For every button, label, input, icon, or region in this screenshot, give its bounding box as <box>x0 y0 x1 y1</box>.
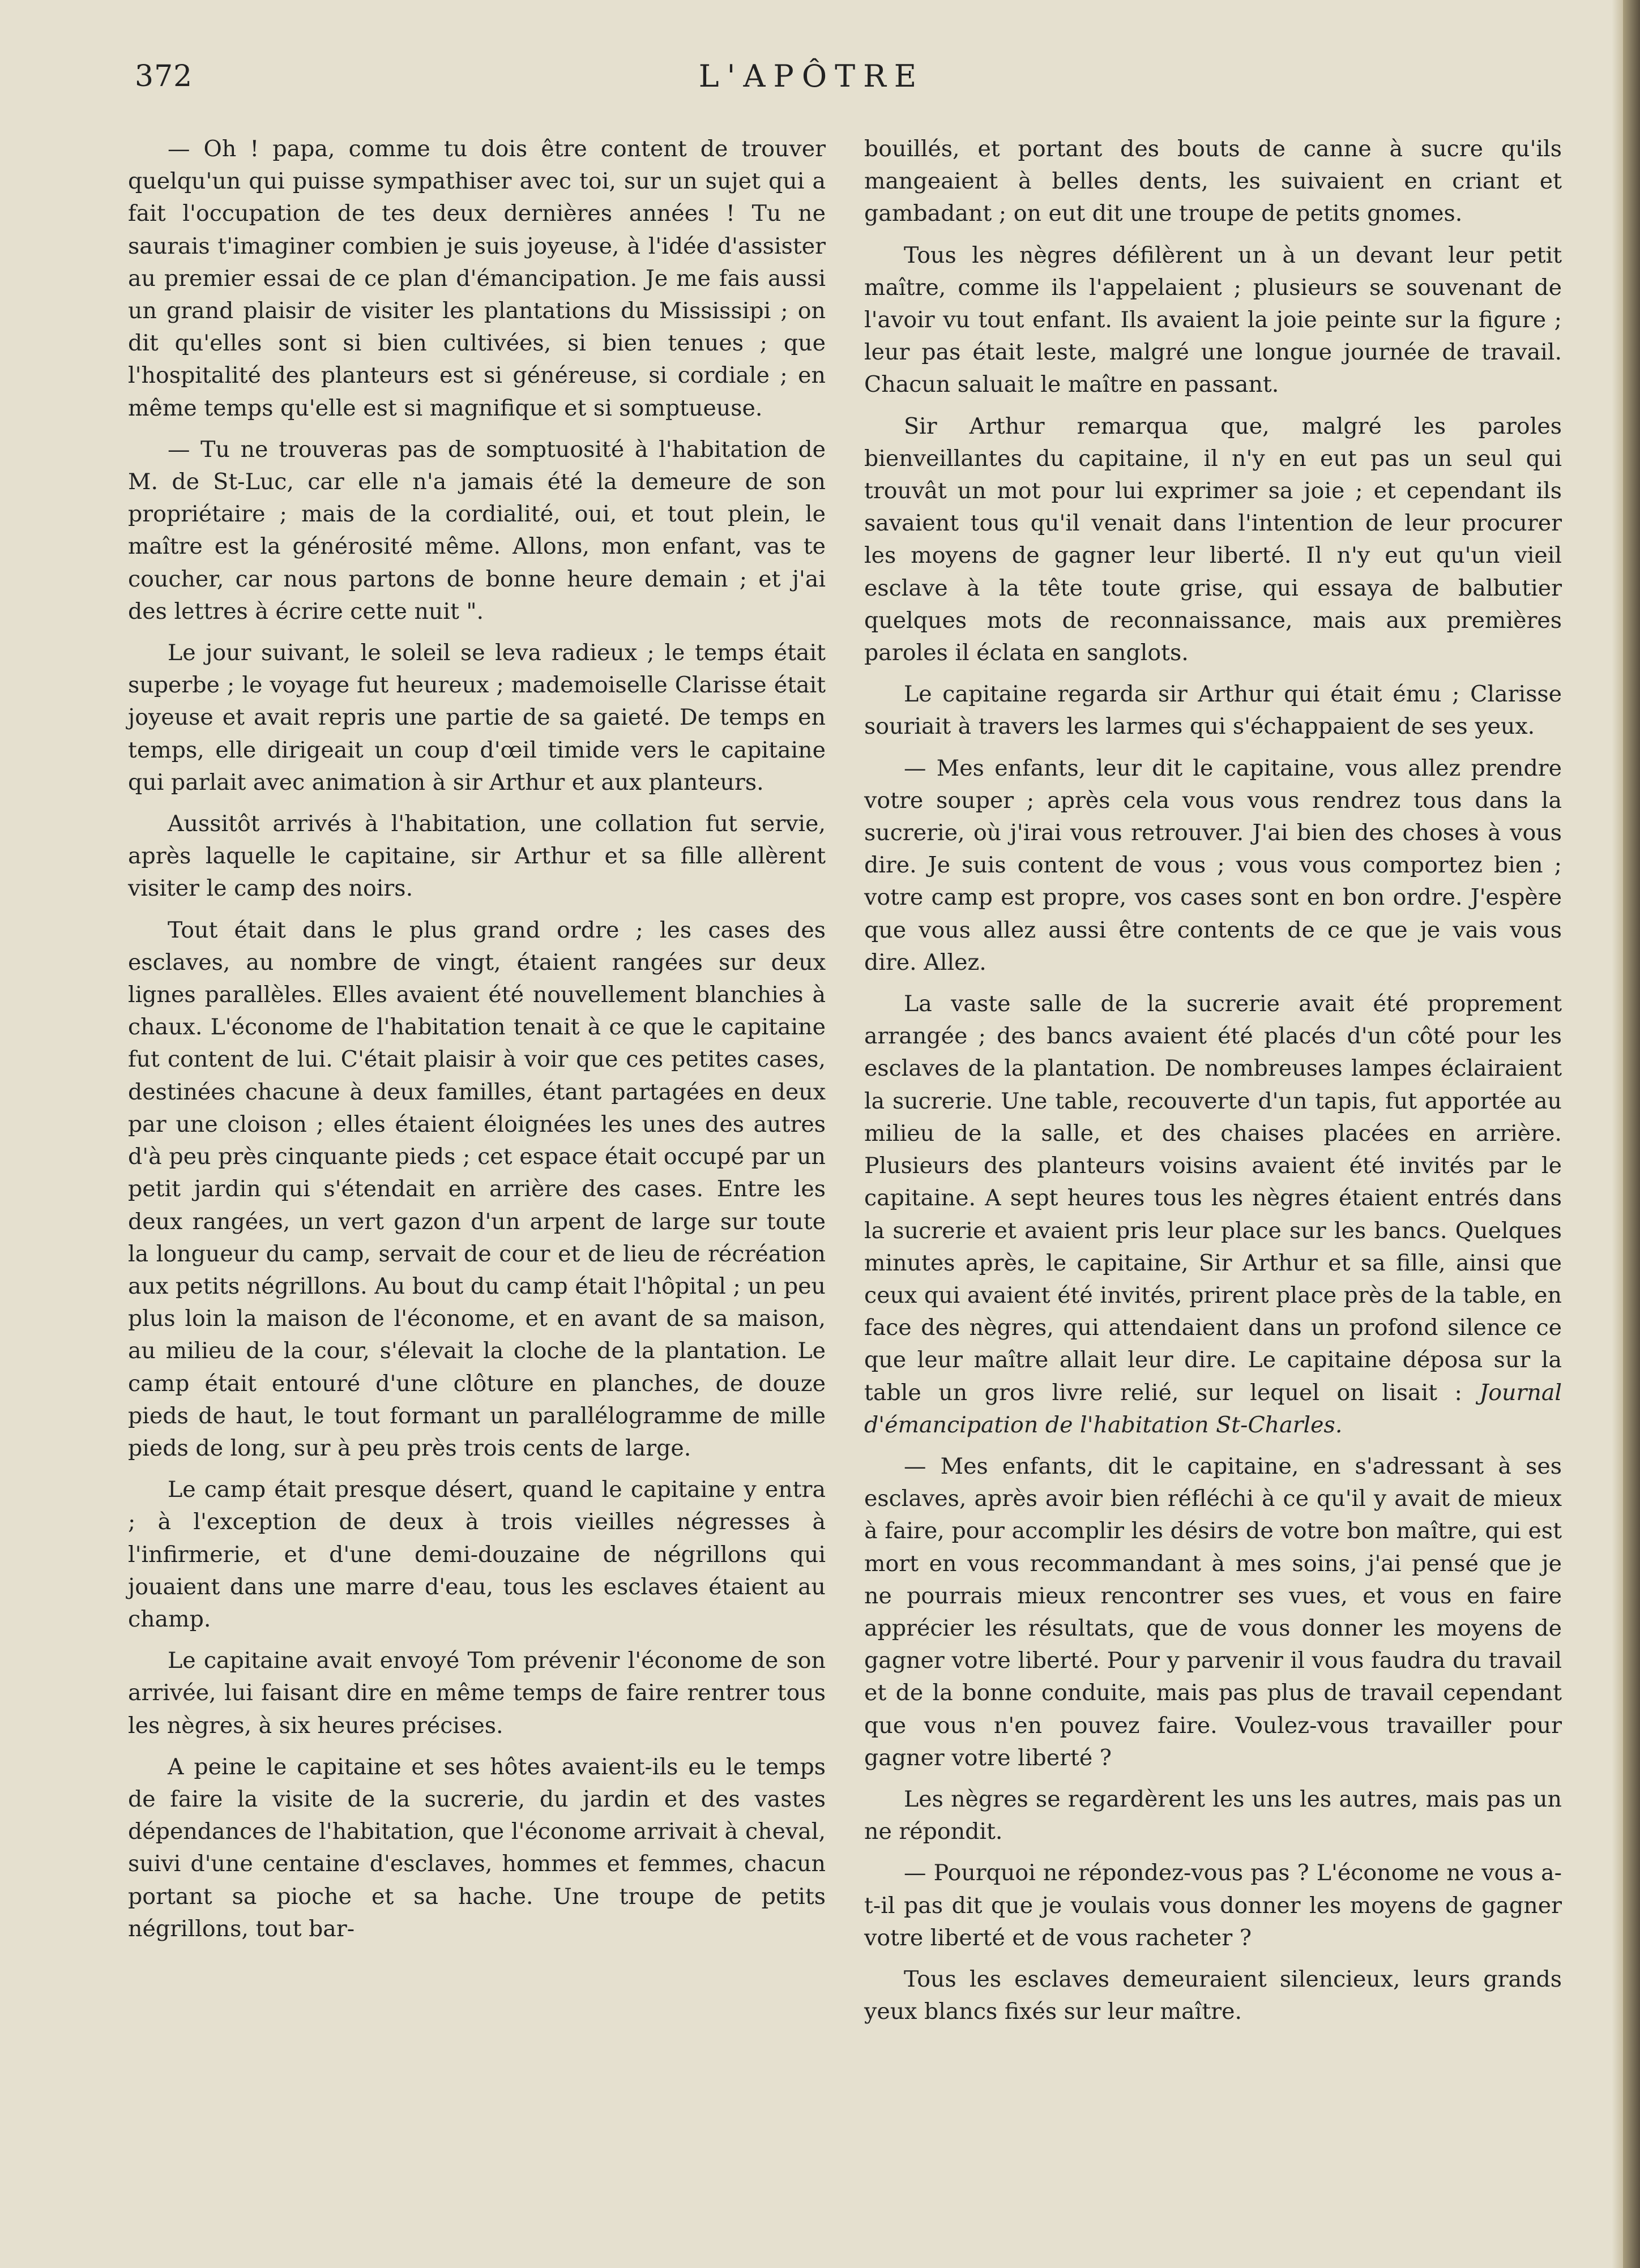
paragraph: Le jour suivant, le soleil se leva radieux ; le temps était superbe ; le voyage fut heureux ; mademoiselle Clarisse était joyeuse et avait repris une partie de sa gaieté. De temps en temps, elle dirigeait un coup d'œil timide vers le capitaine qui parlait avec animation à sir Arthur et aux planteurs. <box>128 640 826 795</box>
paragraph: A peine le capitaine et ses hôtes avaient-ils eu le temps de faire la visite de la sucrerie, du jardin et des vastes dépendances de l'habitation, que l'économe arrivait à cheval, suivi d'une centaine d'esclaves, hommes et femmes, chacun portant sa pioche et sa hache. Une troupe de petits négrillons, tout bar- <box>128 1753 826 1942</box>
paragraph: — Oh ! papa, comme tu dois être content de trouver quelqu'un qui puisse sympathiser avec toi, sur un sujet qui a fait l'occupation de tes deux dernières années ! Tu ne saurais t'imaginer combien je suis joyeuse, à l'idée d'assister au premier essai de ce plan d'émancipation. Je me fais aussi un grand plaisir de visiter les plantations du Mississipi ; on dit qu'elles sont si bien cultivées, si bien tenues ; que l'hospitalité des planteurs est si généreuse, si cordiale ; en même temps qu'elle est si magnifique et si somptueuse. <box>128 136 826 421</box>
paragraph: — Tu ne trouveras pas de somptuosité à l'habitation de M. de St-Luc, car elle n'a jamais été la demeure de son propriétaire ; mais de la cordialité, oui, et tout plein, le maître est la générosité même. Allons, mon enfant, vas te coucher, car nous partons de bonne heure demain ; et j'ai des lettres à écrire cette nuit ". <box>128 436 826 624</box>
paragraph: Le capitaine avait envoyé Tom prévenir l'économe de son arrivée, lui faisant dire en même temps de faire rentrer tous les nègres, à six heures précises. <box>128 1647 826 1739</box>
paragraph: Tout était dans le plus grand ordre ; les cases des esclaves, au nombre de vingt, étaient rangées sur deux lignes parallèles. Elles avaient été nouvellement blanchies à chaux. L'économe de l'habitation tenait à ce que le capitaine fut content de lui. C'était plaisir à voir que ces petites cases, destinées chacune à deux familles, étant partagées en deux par une cloison ; elles étaient éloignées les unes des autres d'à peu près cinquante pieds ; cet espace était occupé par un petit jardin qui s'étendait en arrière des cases. Entre les deux rangées, un vert gazon d'un arpent de large sur toute la longueur du camp, servait de cour et de lieu de récréation aux petits négrillons. Au bout du camp était l'hôpital ; un peu plus loin la maison de l'économe, et en avant de sa maison, au milieu de la cour, s'élevait la cloche de la plantation. Le camp était entouré d'une clôture en planches, de douze pieds de haut, le tout formant un parallélogramme de mille pieds de long, sur à peu près trois cents de large. <box>128 917 826 1461</box>
page-edge-shadow <box>1612 0 1623 2268</box>
paragraph-with-journal-title <box>864 988 1562 1441</box>
paragraph: — Mes enfants, leur dit le capitaine, vous allez prendre votre souper ; après cela vous vous rendrez tous dans la sucrerie, où j'irai vous retrouver. J'ai bien des choses à vous dire. Je suis content de vous ; vous vous comportez bien ; votre camp est propre, vos cases sont en bon ordre. J'espère que vous allez aussi être contents de ce que je vais vous dire. Allez. <box>864 755 1562 975</box>
paragraph: Sir Arthur remarqua que, malgré les paroles bienveillantes du capitaine, il n'y en eut pas un seul qui trouvât un mot pour lui exprimer sa joie ; et cependant ils savaient tous qu'il venait dans l'intention de leur procurer les moyens de gagner leur liberté. Il n'y eut qu'un vieil esclave à la tête toute grise, qui essaya de balbutier quelques mots de reconnaissance, mais aux premières paroles il éclata en sanglots. <box>864 413 1562 666</box>
journal-title: Journal d'émancipation de l'habitation St-Charles. <box>864 1379 1562 1438</box>
paragraph: Tous les esclaves demeuraient silencieux, leurs grands yeux blancs fixés sur leur maître. <box>864 1966 1562 2025</box>
running-title: L'APÔTRE <box>698 58 925 94</box>
paragraph: — Pourquoi ne répondez-vous pas ? L'économe ne vous a-t-il pas dit que je voulais vous donner les moyens de gagner votre liberté et de vous racheter ? <box>864 1860 1562 1951</box>
paragraph: Aussitôt arrivés à l'habitation, une collation fut servie, après laquelle le capitaine, sir Arthur et sa fille allèrent visiter le camp des noirs. <box>128 811 826 902</box>
left-column <box>128 133 826 1954</box>
right-column <box>864 133 1562 2037</box>
paragraph: Tous les nègres défilèrent un à un devant leur petit maître, comme ils l'appelaient ; plusieurs se souvenant de l'avoir vu tout enfant. Ils avaient la joie peinte sur la figure ; leur pas était leste, malgré une longue journée de travail. Chacun saluait le maître en passant. <box>864 242 1562 398</box>
paragraph: — Mes enfants, dit le capitaine, en s'adressant à ses esclaves, après avoir bien réfléchi à ce qu'il y avait de mieux à faire, pour accomplir les désirs de votre bon maître, qui est mort en vous recommandant à mes soins, j'ai pensé que je ne pourrais mieux rencontrer ses vues, et vous en faire apprécier les résultats, que de vous donner les moyens de gagner votre liberté. Pour y parvenir il vous faudra du travail et de la bonne conduite, mais pas plus de travail cependant que vous n'en pouvez faire. Voulez-vous travailler pour gagner votre liberté ? <box>864 1453 1562 1771</box>
book-binding <box>1623 0 1640 2268</box>
paragraph-continuation: bouillés, et portant des bouts de canne à sucre qu'ils mangeaient à belles dents, les suivaient en criant et gambadant ; on eut dit une troupe de petits gnomes. <box>864 136 1562 227</box>
paragraph: Le capitaine regarda sir Arthur qui était ému ; Clarisse souriait à travers les larmes qui s'échappaient de ses yeux. <box>864 681 1562 740</box>
paragraph: Le camp était presque désert, quand le capitaine y entra ; à l'exception de deux à trois vieilles négresses à l'infirmerie, et d'une demi-douzaine de négrillons qui jouaient dans une marre d'eau, tous les esclaves étaient au champ. <box>128 1477 826 1632</box>
page-number: 372 <box>135 59 193 93</box>
page-header <box>135 54 1488 99</box>
paragraph-text: La vaste salle de la sucrerie avait été proprement arrangée ; des bancs avaient été placés d'un côté pour les esclaves de la plantation. De nombreuses lampes éclairaient la sucrerie. Une table, recouverte d'un tapis, fut apportée au milieu de la salle, et des chaises placées en arrière. Plusieurs des planteurs voisins avaient été invités par le capitaine. A sept heures tous les nègres étaient entrés dans la sucrerie et avaient pris leur place sur les bancs. Quelques minutes après, le capitaine, Sir Arthur et sa fille, ainsi que ceux qui avaient été invités, prirent place près de la table, en face des nègres, qui attendaient dans un profond silence ce que leur maître allait leur dire. Le capitaine déposa sur la table un gros livre relié, sur lequel on lisait : <box>864 991 1562 1406</box>
paragraph: Les nègres se regardèrent les uns les autres, mais pas un ne répondit. <box>864 1786 1562 1845</box>
